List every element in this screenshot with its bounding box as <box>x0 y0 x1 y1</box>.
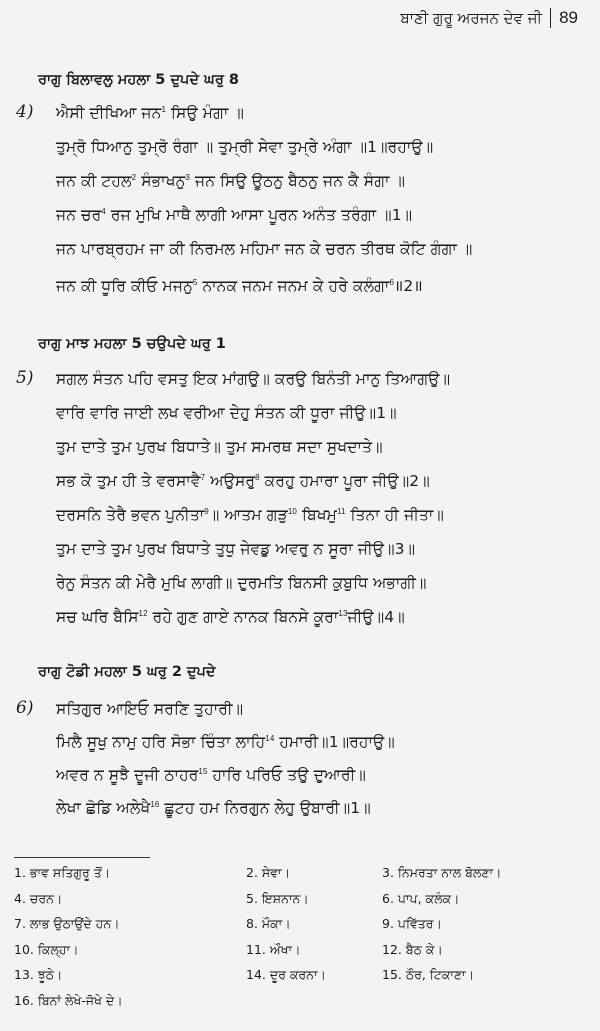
verse-line <box>56 274 423 296</box>
verse-line <box>56 370 450 389</box>
footnote-item: 8. ਮੌਕਾ। <box>246 916 291 931</box>
verse-text: ਸਿਉ ਮੰਗਾ ॥ <box>166 104 244 122</box>
verse-text: ਤੁਮ ਦਾਤੇ ਤੁਮ ਪੁਰਖ ਬਿਧਾਤੇ॥ ਤੁਮ ਸਮਰਥ ਸਦਾ ਸੁਖਦਾਤੇ॥ <box>56 438 383 456</box>
verse-line <box>56 472 430 491</box>
verse-text: ਜਨ ਕੀ ਧੂਰਿ ਕੀਓ ਮਜਨੁ <box>56 277 193 295</box>
section-heading: ਰਾਗੁ ਮਾਝ ਮਹਲਾ 5 ਚਉਪਦੇ ਘਰੁ 1 <box>38 336 226 352</box>
footnote-marker[interactable]: 12 <box>138 608 148 618</box>
verse-text: ਜਨ ਚਰ <box>56 206 102 224</box>
footnote-marker[interactable]: 1 <box>161 104 167 114</box>
verse-text: ਬਿਖਮੁ <box>296 506 337 524</box>
footnote-item: 15. ਠੌਰ, ਟਿਕਾਣਾ। <box>382 967 475 982</box>
verse-text: ਸਭ ਕੋ ਤੁਮ ਹੀ ਤੇ ਵਰਸਾਵੈ <box>56 472 201 490</box>
footnote-item: 14. ਦੂਰ ਕਰਨਾ। <box>246 967 326 982</box>
verse-line <box>56 733 395 752</box>
footnote-marker[interactable]: 9 <box>204 506 209 516</box>
verse-text: ਕਰਹੁ ਹਮਾਰਾ ਪੂਰਾ ਜੀਉ॥2॥ <box>259 472 430 490</box>
verse-text: ਦਰਸਨਿ ਤੇਰੈ ਭਵਨ ਪੁਨੀਤਾ <box>56 506 205 524</box>
verse-text: ਹਮਾਰੀ॥1॥ਰਹਾਉ॥ <box>274 733 395 751</box>
footnote-item: 2. ਸੇਵਾ। <box>246 865 291 880</box>
verse-text: ਅਵਰ ਨ ਸੂਝੈ ਦੂਜੀ ਠਾਹਰ <box>56 766 199 784</box>
footnote-marker[interactable]: 5 <box>192 277 198 287</box>
footnote-marker[interactable]: 7 <box>200 472 206 482</box>
footnote-marker[interactable]: 11 <box>336 506 346 516</box>
verse-text: ਅਉਸਰੁ <box>205 472 256 490</box>
footnote-item: 4. ਚਰਨ। <box>14 890 63 906</box>
verse-line <box>56 700 243 719</box>
verse-text: ਤੁਮ੍ਰੋ ਧਿਆਨੁ ਤੁਮ੍ਰੋ ਰੰਗਾ ॥ ਤੁਮ੍ਰੀ ਸੇਵਾ ਤੁਮ੍ਰੇ ਅੰਗਾ ॥1॥ਰਹਾਉ॥ <box>56 138 434 156</box>
verse-line <box>56 404 397 423</box>
verse-number: 4) <box>16 102 34 122</box>
footnote-item: 9. ਪਵਿੱਤਰ। <box>382 916 442 931</box>
verse-text: ਛੂਟਹ ਹਮ ਨਿਰਗੁਨ ਲੇਹੁ ਉਬਾਰੀ॥1॥ <box>159 799 371 817</box>
running-head-divider <box>550 8 551 28</box>
verse-line <box>56 240 472 259</box>
footnote-item: 5. ਇਸ਼ਨਾਨ। <box>246 890 309 906</box>
footnote-item: 12. ਬੈਠ ਕੇ। <box>382 941 443 957</box>
footnote-marker[interactable]: 16 <box>150 799 160 809</box>
verse-line <box>56 540 415 559</box>
footnote-rule <box>14 857 150 858</box>
footnote-marker[interactable]: 14 <box>265 733 275 743</box>
footnote-item: 13. ਝੂਠੇ। <box>14 967 63 982</box>
footnote-marker[interactable]: 15 <box>198 766 208 776</box>
footnote-item: 16. ਬਿਨਾਂ ਲੇਖੇ-ਜੋਖੇ ਦੇ। <box>14 992 123 1008</box>
footnote-marker[interactable]: 4 <box>101 206 106 216</box>
footnote-item: 3. ਨਿਮਰਤਾ ਨਾਲ ਬੋਲਣਾ। <box>382 865 502 880</box>
verse-text: ਸਤਿਗੁਰ ਆਇਓ ਸਰਣਿ ਤੁਹਾਰੀ॥ <box>56 700 244 718</box>
page-number: 89 <box>559 8 578 27</box>
footnote-item: 10. ਕਿਲ੍ਹਾ। <box>14 941 79 957</box>
verse-line <box>56 438 383 457</box>
verse-line <box>56 104 244 123</box>
verse-line <box>56 574 427 593</box>
verse-line <box>56 799 371 818</box>
verse-line <box>56 766 366 785</box>
section-heading: ਰਾਗੁ ਬਿਲਾਵਲੁ ਮਹਲਾ 5 ਦੁਪਦੇ ਘਰੁ 8 <box>38 72 239 88</box>
verse-number: 5) <box>16 368 34 388</box>
verse-text: ਰਜ ਮੁਖਿ ਮਾਥੈ ਲਾਗੀ ਆਸਾ ਪੂਰਨ ਅਨੰਤ ਤਰੰਗਾ ॥1॥ <box>105 206 413 224</box>
verse-text: ਲੇਖਾ ਛੋਡਿ ਅਲੇਖੈ <box>56 799 151 817</box>
verse-text: ਵਾਰਿ ਵਾਰਿ ਜਾਈ ਲਖ ਵਰੀਆ ਦੇਹੁ ਸੰਤਨ ਕੀ ਧੂਰਾ ਜੀਉ॥1॥ <box>56 404 397 422</box>
verse-text: ॥ ਆਤਮ ਗੜੁ <box>208 506 288 524</box>
verse-text: ਰੇਨੁ ਸੰਤਨ ਕੀ ਮੇਰੈ ਮੁਖਿ ਲਾਗੀ॥ ਦੁਰਮਤਿ ਬਿਨਸੀ ਕੁਬੁਧਿ ਅਭਾਗੀ॥ <box>56 574 427 592</box>
verse-text: ਨਾਨਕ ਜਨਮ ਜਨਮ ਕੇ ਹਰੇ ਕਲੰਗਾ <box>197 277 390 295</box>
verse-line <box>56 172 405 191</box>
verse-text: ਰਹੇ ਗੁਣ ਗਾਏ ਨਾਨਕ ਬਿਨਸੇ ਕੂਰਾ <box>147 608 339 626</box>
footnote-item: 1. ਭਾਵ ਸਤਿਗੁਰੂ ਤੋਂ। <box>14 865 111 880</box>
footnote-marker[interactable]: 10 <box>287 506 297 516</box>
verse-line <box>56 206 412 225</box>
footnote-item: 7. ਲਾਭ ਉਠਾਉਂਦੇ ਹਨ। <box>14 916 120 931</box>
verse-text: ਜੀਉ॥4॥ <box>347 608 405 626</box>
footnote-item: 11. ਔਖਾ। <box>246 941 301 957</box>
verse-text: ਮਿਲੈ ਸੂਖੁ ਨਾਮੁ ਹਰਿ ਸੋਭਾ ਚਿੰਤਾ ਲਾਹਿ <box>56 733 266 751</box>
verse-text: ਤਿਨਾ ਹੀ ਜੀਤਾ॥ <box>345 506 444 524</box>
verse-number: 6) <box>16 698 34 718</box>
running-head <box>400 8 578 28</box>
verse-line <box>56 506 444 525</box>
footnote-marker[interactable]: 2 <box>131 172 137 182</box>
footnote-marker[interactable]: 3 <box>185 172 190 182</box>
verse-text: ਐਸੀ ਦੀਖਿਆ ਜਨ <box>56 104 162 122</box>
verse-text: ਜਨ ਕੀ ਟਹਲ <box>56 172 132 190</box>
verse-text: ਜਨ ਪਾਰਬ੍ਰਹਮ ਜਾ ਕੀ ਨਿਰਮਲ ਮਹਿਮਾ ਜਨ ਕੇ ਚਰਨ ਤੀਰਥ ਕੋਟਿ ਗੰਗਾ ॥ <box>56 240 473 258</box>
verse-text: ਹਾਰਿ ਪਰਿਓ ਤਉ ਦੁਆਰੀ॥ <box>207 766 366 784</box>
running-head-title: ਬਾਣੀ ਗੁਰੂ ਅਰਜਨ ਦੇਵ ਜੀ <box>400 9 543 27</box>
verse-text: ਜਨ ਸਿਉ ਊਠਨੁ ਬੈਠਨੁ ਜਨ ਕੈ ਸੰਗਾ ॥ <box>189 172 406 190</box>
section-heading: ਰਾਗੁ ਟੋਡੀ ਮਹਲਾ 5 ਘਰੁ 2 ਦੁਪਦੇ <box>38 664 216 680</box>
verse-text: ਤੁਮ ਦਾਤੇ ਤੁਮ ਪੁਰਖ ਬਿਧਾਤੇ ਤੁਧੁ ਜੇਵਡੁ ਅਵਰੁ ਨ ਸੂਰਾ ਜੀਉ॥3॥ <box>56 540 416 558</box>
verse-text: ॥2॥ <box>394 277 423 295</box>
footnote-marker[interactable]: 13 <box>338 608 348 618</box>
verse-text: ਸੰਭਾਖਨੁ <box>136 172 186 190</box>
footnote-marker[interactable]: 6 <box>389 277 395 287</box>
verse-text: ਸਚ ਘਰਿ ਬੈਸਿ <box>56 608 139 626</box>
footnote-item: 6. ਪਾਪ, ਕਲੰਕ। <box>382 890 460 906</box>
verse-text: ਸਗਲ ਸੰਤਨ ਪਹਿ ਵਸਤੁ ਇਕ ਮਾਂਗਉ॥ ਕਰਉ ਬਿਨੰਤੀ ਮਾਨੁ ਤਿਆਗਉ॥ <box>56 370 451 388</box>
footnote-marker[interactable]: 8 <box>255 472 260 482</box>
verse-line <box>56 608 405 627</box>
verse-line <box>56 138 433 157</box>
